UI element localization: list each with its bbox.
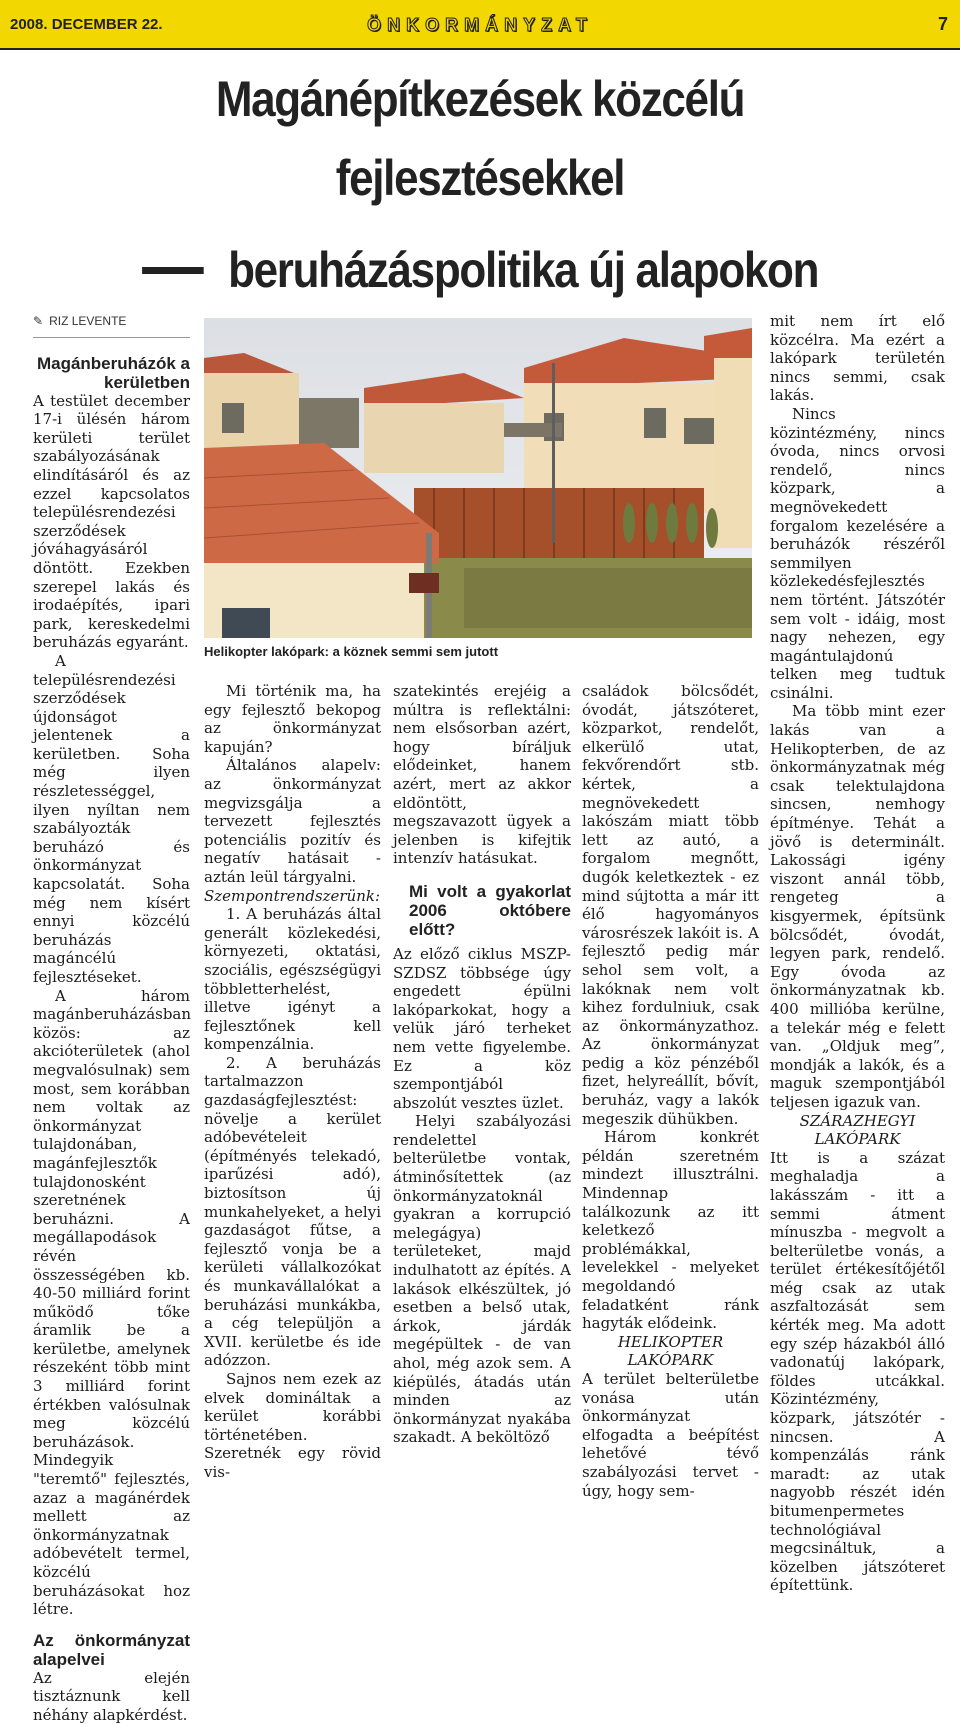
subhead-principles: Az önkormányzat alapelvei [33,1630,190,1669]
article-headline [58,60,903,310]
paragraph: A terület belterületbe vonása után önkormányzat elfogadta a beépítést lehetővé tévő szabályozási tervet - úgy, hogy sem- [582,1369,759,1500]
paragraph: Az előző ciklus MSZP-SZDSZ többsége úgy engedett épülni lakóparkokat, hogy a velük járó terheket nem vette figyelembe. Ez a köz szempontjából abszolút vesztes üzlet. [393,944,571,1112]
paragraph: A testület december 17-i ülésén három kerületi terület szabályozásának elindításáról és az ezzel kapcsolatos településrendezési szerződések jóváhagyásáról döntött. Ezekben szerepel lakás és irodaépítés, ipari park, kereskedelmi beruházás egyaránt. [33,391,190,652]
column-4 [582,682,759,1500]
paragraph: Ma több mint ezer lakás van a Helikopterben, de az önkormányzatnak még csak telektulajdona sincsen, nemhogy építménye. Tehát a jövő is determinált. Lakossági igény viszont annál több, rengeteg a kisgyermek, építsünk bölcsődét, óvodát, legyen park, rendelő. Egy óvoda az önkormányzatnak kb. 400 millióba kerülne, a telekár még e felett van. „Oldjuk meg”, mondják a lakók, és a maguk szempontjából teljesen igazuk van. [770,702,945,1111]
paragraph: Nincs közintézmény, nincs óvoda, nincs orvosi rendelő, nincs közpark, a megnövekedett forgalom kezelésére a beruházók részéről semmilyen közlekedésfejlesztés nem történt. Játszótér sem volt - idáig, most nagy nehezen, egy magántulajdonú telken meg tudtuk csinálni. [770,404,945,702]
column-2 [204,682,381,1482]
paragraph: A településrendezési szerződések újdonságot jelentenek a kerületben. Soha még ilyen részletességgel, ilyen nyíltan nem szabályozták beruházó és önkormányzat kapcsolatát. Soha még nem kísért ennyi közcélú beruházás magáncélú fejlesztéseket. [33,651,190,986]
paragraph: Helyi szabályozási rendelettel belterületbe vontak, átminősítettek (az önkormányzatoknál gyakran a korrupció melegágya) területeket, majd indulhatott az építés. A lakások elkészültek, jó esetben a belső utak, árkok, járdák megépültek - de van ahol, még azok sem. A kiépülés, átadás után minden az önkormányzat nyakába szakadt. A beköltöző [393,1112,571,1447]
szarazhegyi-heading: SZÁRAZHEGYI LAKÓPARK [799,1111,916,1149]
paragraph: Sajnos nem ezek az elvek domináltak a kerület korábbi történetében. Szeretnék egy rövid vis- [204,1369,381,1481]
housing-estate-photo [204,318,752,638]
paragraph: Mi történik ma, ha egy fejlesztő bekopog az önkormányzat kapuján? [204,682,381,756]
article-photo [204,318,752,638]
paragraph: Itt is a százat meghaladja a lakásszám - itt a semmi átment mínuszba - megvolt a belterületbe vonás, a terület értékesítőjétől még csak az utak aszfaltozását sem kérték meg. Ma adott egy szép házakból álló vadonatúj lakópark, földes utcákkal. Közintézmény, közpark, játszótér - nincsen. A kompenzálás ránk maradt: az utak nagyobb részét idén bitumenpermetes technológiával megcsináltuk, a közelben játszóteret építettünk. [770,1148,945,1595]
column-5 [770,312,945,1595]
author-name: RIZ LEVENTE [49,314,127,328]
byline [33,312,190,338]
column-1 [33,312,190,1725]
headline-line-3: beruházáspolitika új alapokon [228,242,819,298]
headline-line-3-wrap [142,231,818,310]
headline-line-1: Magánépítkezések közcélú [215,71,745,127]
paragraph: mit nem írt elő közcélra. Ma ezért a lakópark területén nincs semmi, csak lakás. [770,312,945,405]
paragraph: A három magánberuházásban közös: az akcióterületek (ahol megvalósulnak) sem most, sem korábban nem voltak az önkormányzat tulajdonában, magánfejlesztők tulajdonosként szeretnének beruházni. A megállapodások révén összességében kb. 40-50 milliárd forint működő tőke áramlik be a kerületbe, amelynek részeként több mint 3 milliárd forint értékben valósulnak meg közcélú beruházások. [33,986,192,1451]
page-number: 7 [937,14,948,34]
paragraph: Mindegyik "teremtő" fejlesztés, azaz a magánérdek mellett az önkormányzatnak adóbevételt termel, közcélú beruházásokat hoz létre. [33,1451,190,1619]
issue-date: 2008. DECEMBER 22. [10,16,163,33]
subhead-practice: Mi volt a gyakorlat 2006 októbere előtt? [409,881,571,939]
headline-dash [142,267,204,274]
column-3 [393,682,571,1447]
helikopter-heading: HELIKOPTER LAKÓPARK [617,1332,724,1370]
paragraph: Általános alapelv: az önkormányzat megvizsgálja a tervezett fejlesztés potenciális pozitív és negatív hatásait - aztán leül tárgyalni. [204,756,381,886]
photo-caption: Helikopter lakópark: a köznek semmi sem jutott [204,644,499,659]
paragraph: 2. A beruházás tartalmazzon gazdaságfejlesztést: növelje a kerület adóbevételeit (építményés telekadó, iparűzési adó), biztosítson új munkahelyeket, a helyi gazdaságot fűtse, a fejlesztő vonja be a kerületi vállalkozókat és munkavállalókat a beruházási munkákba, a cég települjön a XVII. kerületbe és ide adózzon. [204,1053,381,1370]
pen-icon: ✎ [33,314,44,328]
page-header [0,0,960,50]
paragraph: családok bölcsődét, óvodát, játszóteret, közparkot, rendelőt, elkerülő utat, fekvőrendőrt stb. kértek, a megnövekedett lakószám miatt több lett az autó, a forgalom megnőtt, dugók keletkeztek - ez mind sújtotta a már itt élő hagyományos városrészek lakóit is. A fejlesztő pedig már sehol sem volt, a lakóknak nem volt kihez fordulniuk, csak az önkormányzathoz. Az önkormányzat pedig a köz pénzéből fizet, helyreállít, bővít, beruház, vagy a lakók megeszik dühükben. [582,682,759,1128]
criteria-heading: Szempontrendszerünk: [204,886,381,905]
paragraph: Három konkrét példán szeretném mindezt illusztrálni. Mindennap találkozunk az itt keletkező problémákkal, levelekkel - melyeket megoldandó feladatként ránk hagyták elődeink. [582,1128,759,1333]
paragraph: Az elején tisztáznunk kell néhány alapkérdést. [33,1668,190,1724]
headline-line-2: fejlesztésekkel [335,150,625,206]
subhead-investors: Magánberuházók a kerületben [36,353,190,392]
paragraph: 1. A beruházás által generált közlekedési, környezeti, oktatási, szociális, egészségügyi többletterhelést, illetve igényt a fejlesztőnek kell kompenzálnia. [204,905,381,1054]
section-title: ÖNKORMÁNYZAT [367,15,593,35]
paragraph: szatekintés erejéig a múltra is reflektálni: nem elsősorban azért, hogy bíráljuk elődeinket, hanem azért, mert az akkor eldöntött, megszavazott ügyek a jelenben is kifejtik intenzív hatásukat. [393,682,571,868]
